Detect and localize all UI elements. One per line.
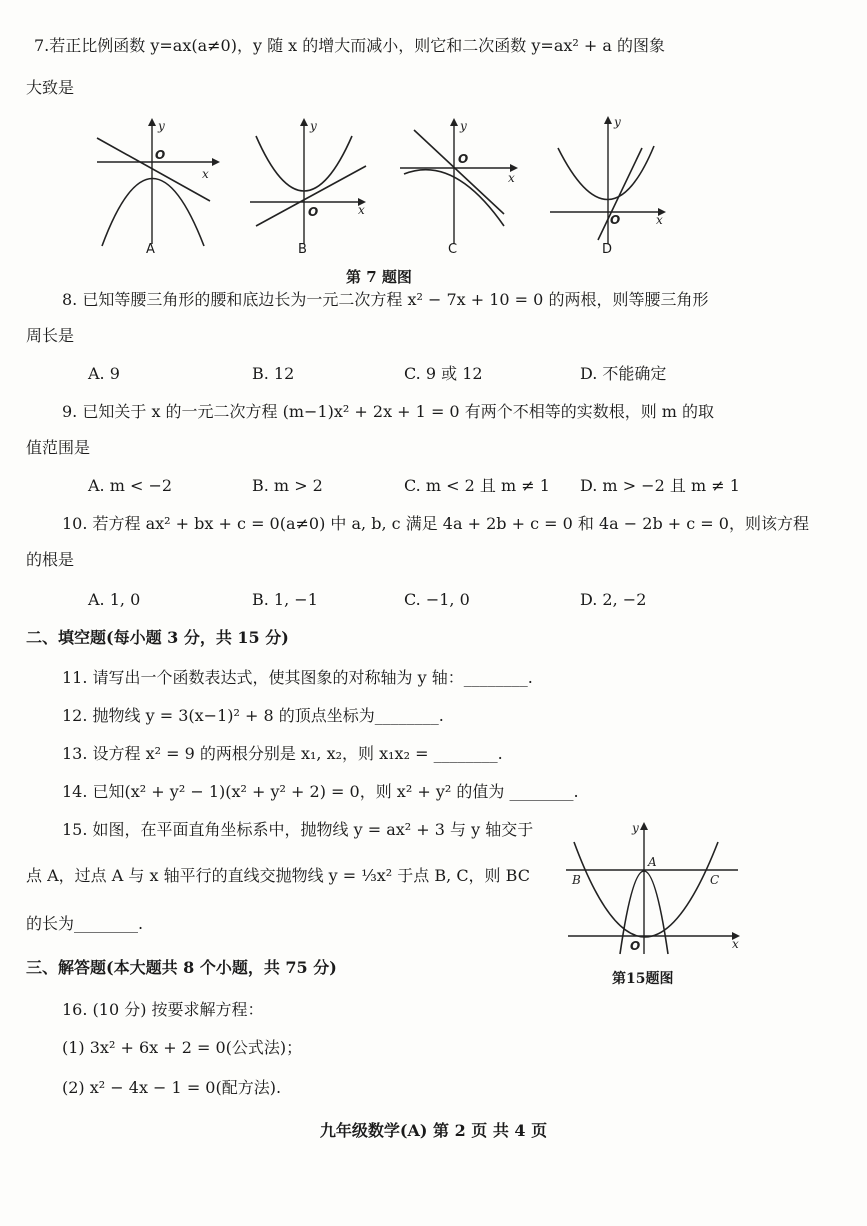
q7-b-y-label: y bbox=[310, 119, 317, 133]
q7-d-origin: O bbox=[610, 213, 621, 227]
q7-graph-d-label: D bbox=[602, 242, 613, 257]
q8-stem-line1: 8. 已知等腰三角形的腰和底边长为一元二次方程 x² − 7x + 10 = 0 的两根，则等腰三角形 bbox=[62, 290, 709, 309]
q11-text: 11. 请写出一个函数表达式，使其图象的对称轴为 y 轴：________. bbox=[62, 668, 533, 687]
q10-option-b[interactable]: B. 1, −1 bbox=[252, 590, 318, 609]
q7-stem-line2: 大致是 bbox=[26, 78, 75, 97]
q7-d-y-label: y bbox=[614, 115, 621, 129]
q7-d-x-label: x bbox=[656, 213, 663, 227]
q7-graph-a-label: A bbox=[146, 242, 155, 257]
q15-stem-line1: 15. 如图，在平面直角坐标系中，抛物线 y = ax² + 3 与 y 轴交于 bbox=[62, 820, 534, 839]
q9-option-d[interactable]: D. m > −2 且 m ≠ 1 bbox=[580, 476, 740, 495]
q8-option-d[interactable]: D. 不能确定 bbox=[580, 364, 667, 383]
q7-b-x-label: x bbox=[358, 203, 365, 217]
q7-c-origin: O bbox=[458, 152, 469, 166]
q16-part-1: (1) 3x² + 6x + 2 = 0(公式法)； bbox=[62, 1038, 303, 1057]
q9-option-c[interactable]: C. m < 2 且 m ≠ 1 bbox=[404, 476, 550, 495]
q9-stem-line2: 值范围是 bbox=[26, 438, 91, 457]
q7-graph-b bbox=[248, 116, 378, 256]
q7-c-y-label: y bbox=[460, 119, 467, 133]
q10-option-d[interactable]: D. 2, −2 bbox=[580, 590, 647, 609]
q10-option-a[interactable]: A. 1, 0 bbox=[88, 590, 141, 609]
q15-stem-line3: 的长为________. bbox=[26, 914, 144, 933]
q7-graph-c bbox=[398, 116, 528, 256]
q7-graph-a bbox=[92, 116, 222, 256]
q7-figure-caption: 第 7 题图 bbox=[346, 268, 412, 286]
q15-stem-line2: 点 A，过点 A 与 x 轴平行的直线交抛物线 y = ⅓x² 于点 B, C，则 BC bbox=[26, 866, 530, 885]
q7-a-y-label: y bbox=[158, 119, 165, 133]
q16-part-2: (2) x² − 4x − 1 = 0(配方法). bbox=[62, 1078, 282, 1097]
page-footer: 九年级数学(A) 第 2 页 共 4 页 bbox=[319, 1121, 548, 1140]
q15-point-b: B bbox=[572, 873, 581, 887]
q14-text: 14. 已知(x² + y² − 1)(x² + y² + 2) = 0，则 x² + y² 的值为 ________. bbox=[62, 782, 579, 801]
q15-figure bbox=[566, 818, 746, 987]
q7-b-origin: O bbox=[308, 205, 319, 219]
q7-graph-b-label: B bbox=[298, 242, 307, 257]
q10-option-c[interactable]: C. −1, 0 bbox=[404, 590, 470, 609]
q10-stem-line2: 的根是 bbox=[26, 550, 75, 569]
q8-option-a[interactable]: A. 9 bbox=[88, 364, 120, 383]
q10-stem-line1: 10. 若方程 ax² + bx + c = 0(a≠0) 中 a, b, c 满足 4a + 2b + c = 0 和 4a − 2b + c = 0，则该方程 bbox=[62, 514, 809, 533]
q12-text: 12. 抛物线 y = 3(x−1)² + 8 的顶点坐标为________. bbox=[62, 706, 444, 725]
q9-stem-line1: 9. 已知关于 x 的一元二次方程 (m−1)x² + 2x + 1 = 0 有两个不相等的实数根，则 m 的取 bbox=[62, 402, 715, 421]
q15-y-label: y bbox=[632, 821, 639, 835]
q8-option-c[interactable]: C. 9 或 12 bbox=[404, 364, 483, 383]
q13-text: 13. 设方程 x² = 9 的两根分别是 x₁, x₂，则 x₁x₂ = ________. bbox=[62, 744, 503, 763]
q9-option-b[interactable]: B. m > 2 bbox=[252, 476, 323, 495]
section-3-heading: 三、解答题(本大题共 8 个小题，共 75 分) bbox=[26, 958, 337, 977]
q7-a-x-label: x bbox=[202, 167, 209, 181]
q15-origin: O bbox=[630, 939, 641, 953]
q15-point-a: A bbox=[648, 855, 657, 869]
q7-graph-c-label: C bbox=[448, 242, 458, 257]
q7-c-x-label: x bbox=[508, 171, 515, 185]
q7-stem-line1: 7.若正比例函数 y=ax(a≠0)，y 随 x 的增大而减小，则它和二次函数 y=ax² + a 的图象 bbox=[34, 36, 666, 55]
q8-option-b[interactable]: B. 12 bbox=[252, 364, 295, 383]
q8-stem-line2: 周长是 bbox=[26, 326, 75, 345]
section-2-heading: 二、填空题(每小题 3 分，共 15 分) bbox=[26, 628, 289, 647]
q7-graph-d bbox=[548, 112, 678, 256]
q9-option-a[interactable]: A. m < −2 bbox=[88, 476, 173, 495]
q16-title: 16. (10 分) 按要求解方程： bbox=[62, 1000, 264, 1019]
q15-figure-caption: 第15题图 bbox=[612, 971, 674, 987]
q7-a-origin: O bbox=[155, 148, 166, 162]
q15-x-label: x bbox=[732, 937, 739, 951]
q15-point-c: C bbox=[710, 873, 720, 887]
